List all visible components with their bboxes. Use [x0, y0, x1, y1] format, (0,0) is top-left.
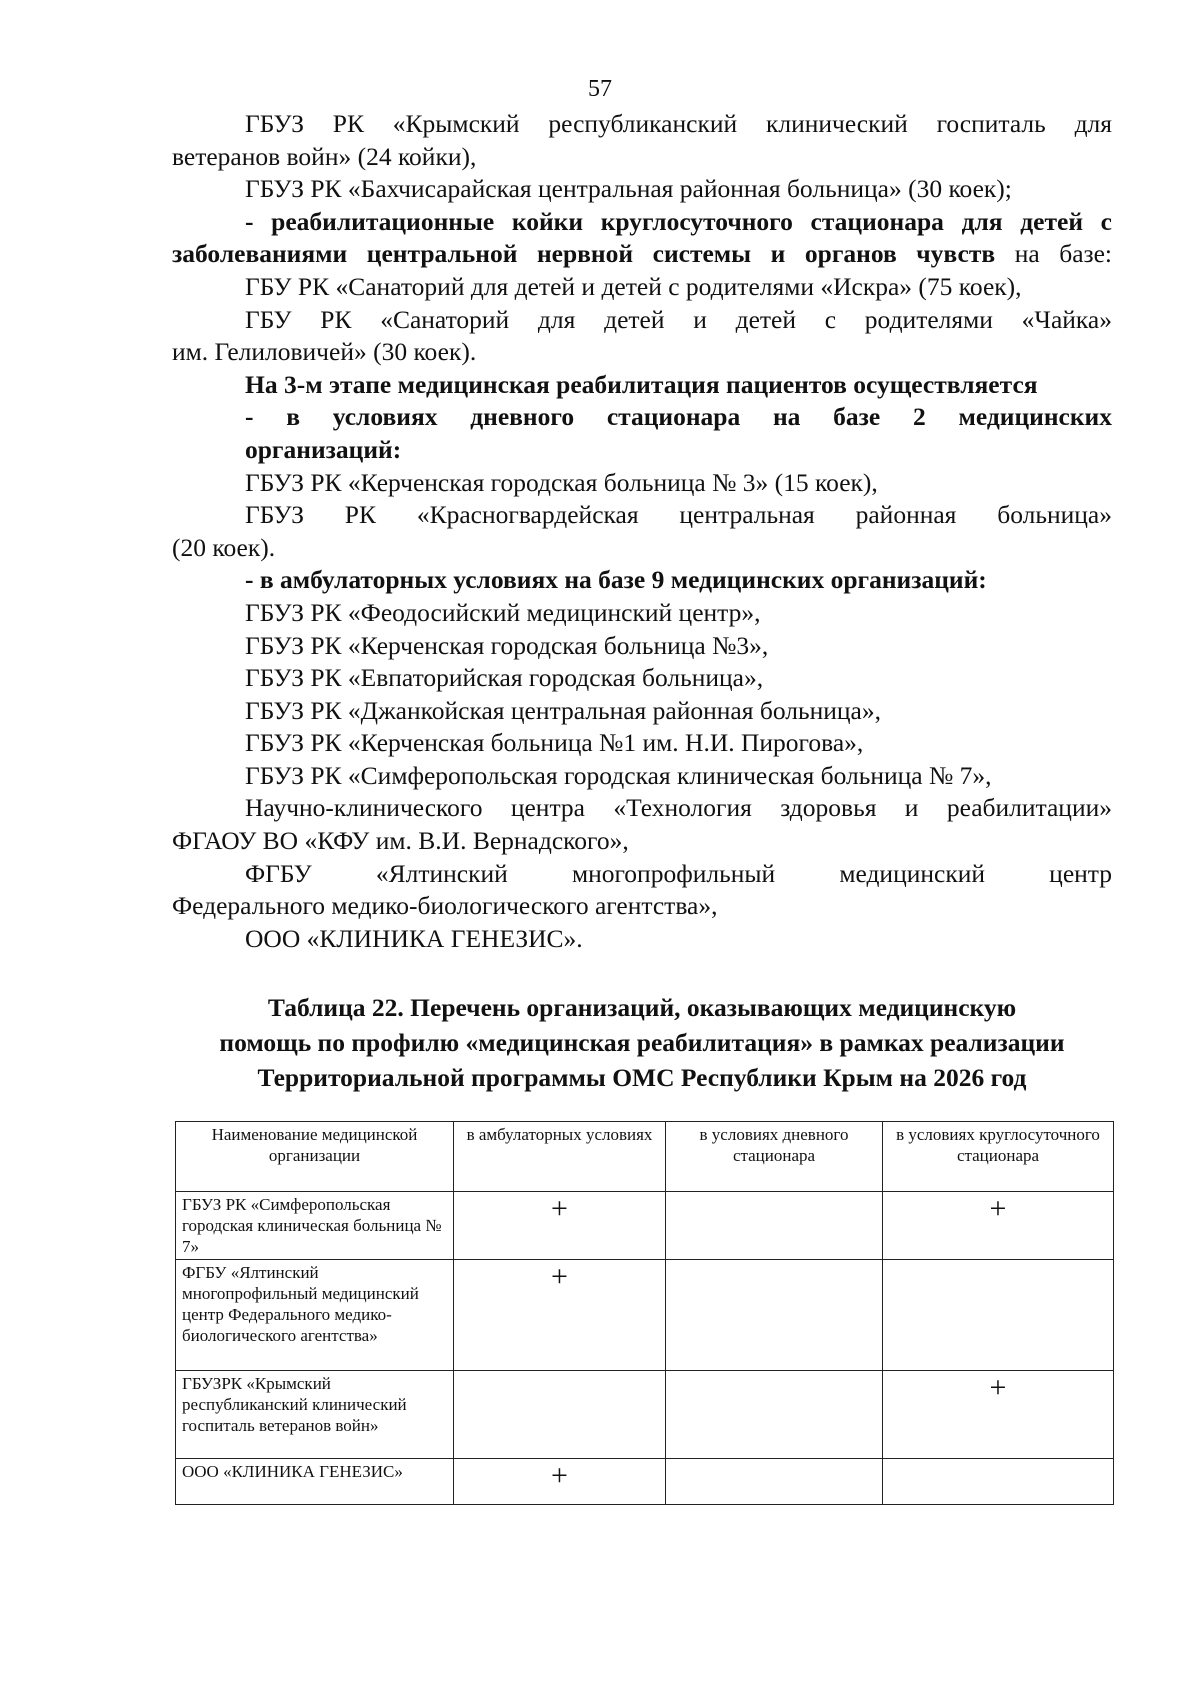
mark-cell: [454, 1371, 666, 1459]
text-line: [172, 564, 1112, 597]
text-line-content: ФГБУ «Ялтинский многопрофильный медицинский центр: [245, 858, 1112, 888]
organization-name-cell: ФГБУ «Ялтинский многопрофильный медицинский центр Федерального медико-биологического агентства»: [176, 1260, 454, 1371]
text-line-content: ГБУЗ РК «Керченская городская больница № 3» (15 коек),: [245, 467, 878, 497]
text-line-content: ООО «КЛИНИКА ГЕНЕЗИС».: [245, 923, 583, 953]
text-line-tail: на базе:: [995, 239, 1113, 269]
table-caption: [172, 990, 1112, 1095]
text-line: [172, 238, 1112, 271]
text-line: [172, 727, 1112, 760]
text-line-content: им. Гелиловичей» (30 коек).: [172, 337, 477, 367]
text-line-content: ветеранов войн» (24 койки),: [172, 141, 477, 171]
mark-cell: +: [883, 1371, 1114, 1459]
text-line: [172, 271, 1112, 304]
text-line: [172, 467, 1112, 500]
text-line: [172, 858, 1112, 891]
text-line-content: ГБУЗ РК «Евпаторийская городская больница»,: [245, 663, 764, 693]
text-line: [172, 792, 1112, 825]
text-line-content: ГБУЗ РК «Феодосийский медицинский центр»,: [245, 597, 761, 627]
text-line-content: ГБУ РК «Санаторий для детей и детей с родителями «Искра» (75 коек),: [245, 271, 1022, 301]
header-round-the-clock-hospital: в условиях круглосуточного стационара: [883, 1122, 1114, 1192]
body-text: [172, 108, 1112, 955]
text-line-content: ГБУЗ РК «Джанкойская центральная районная больница»,: [245, 695, 881, 725]
mark-cell: [666, 1260, 883, 1371]
mark-cell: [883, 1260, 1114, 1371]
text-line-content: - в условиях дневного стационара на базе 2 медицинских: [245, 402, 1112, 432]
text-line: [172, 630, 1112, 663]
text-line: [172, 597, 1112, 630]
caption-line: Территориальной программы ОМС Республики Крым на 2026 год: [257, 1063, 1027, 1092]
page-number: 57: [588, 76, 612, 102]
text-line: [172, 532, 1112, 565]
text-line-content: ГБУ РК «Санаторий для детей и детей с родителями «Чайка»: [245, 304, 1112, 334]
rehabilitation-organizations-table: [175, 1121, 1114, 1505]
text-line: [172, 923, 1112, 956]
text-line: [172, 141, 1112, 174]
text-line-content: заболеваниями центральной нервной системы и органов чувств: [172, 239, 996, 269]
text-line: [172, 434, 1112, 467]
caption-line: Таблица 22. Перечень организаций, оказывающих медицинскую: [267, 993, 1017, 1022]
text-line: [172, 304, 1112, 337]
mark-cell: +: [883, 1192, 1114, 1260]
text-line-content: - реабилитационные койки круглосуточного стационара для детей с: [245, 206, 1112, 236]
mark-cell: +: [454, 1192, 666, 1260]
mark-cell: +: [454, 1459, 666, 1505]
mark-cell: [883, 1459, 1114, 1505]
text-line-content: Научно-клинического центра «Технология здоровья и реабилитации»: [245, 793, 1112, 823]
text-line-content: ГБУЗ РК «Бахчисарайская центральная районная больница» (30 коек);: [245, 174, 1012, 204]
text-line: [172, 890, 1112, 923]
header-outpatient: в амбулаторных условиях: [454, 1122, 666, 1192]
table-header-row: [176, 1122, 1114, 1192]
text-line: [172, 760, 1112, 793]
text-line-content: ГБУЗ РК «Симферопольская городская клиническая больница № 7»,: [245, 760, 992, 790]
table-row: [176, 1260, 1114, 1371]
text-line: [172, 401, 1112, 434]
text-line: [172, 206, 1112, 239]
organization-name-cell: ГБУЗРК «Крымский республиканский клинический госпиталь ветеранов войн»: [176, 1371, 454, 1459]
text-line: [172, 108, 1112, 141]
text-line-content: ГБУЗ РК «Красногвардейская центральная районная больница»: [245, 500, 1112, 530]
text-line: [172, 336, 1112, 369]
text-line-content: (20 коек).: [172, 532, 276, 562]
table-row: [176, 1459, 1114, 1505]
text-line-content: ГБУЗ РК «Керченская больница №1 им. Н.И. Пирогова»,: [245, 728, 864, 758]
text-line-content: ГБУЗ РК «Крымский республиканский клинический госпиталь для: [245, 109, 1112, 138]
text-line-content: организаций:: [245, 434, 402, 464]
text-line: [172, 173, 1112, 206]
mark-cell: [666, 1371, 883, 1459]
text-line: [172, 662, 1112, 695]
organization-name-cell: ООО «КЛИНИКА ГЕНЕЗИС»: [176, 1459, 454, 1505]
table-row: [176, 1192, 1114, 1260]
text-line-content: На 3-м этапе медицинская реабилитация пациентов осуществляется: [245, 369, 1038, 399]
text-line-content: ГБУЗ РК «Керченская городская больница №3»,: [245, 630, 769, 660]
text-line: [172, 499, 1112, 532]
text-line: [172, 695, 1112, 728]
caption-line: помощь по профилю «медицинская реабилитация» в рамках реализации: [219, 1028, 1065, 1057]
text-line: [172, 825, 1112, 858]
header-day-hospital: в условиях дневного стационара: [666, 1122, 883, 1192]
text-line-content: Федерального медико-биологического агентства»,: [172, 891, 718, 921]
mark-cell: +: [454, 1260, 666, 1371]
text-line-content: ФГАОУ ВО «КФУ им. В.И. Вернадского»,: [172, 826, 629, 856]
table-row: [176, 1371, 1114, 1459]
text-line-content: - в амбулаторных условиях на базе 9 медицинских организаций:: [245, 565, 987, 595]
mark-cell: [666, 1459, 883, 1505]
header-organization: Наименование медицинской организации: [176, 1122, 454, 1192]
text-line: [172, 369, 1112, 402]
organization-name-cell: ГБУЗ РК «Симферопольская городская клиническая больница № 7»: [176, 1192, 454, 1260]
mark-cell: [666, 1192, 883, 1260]
